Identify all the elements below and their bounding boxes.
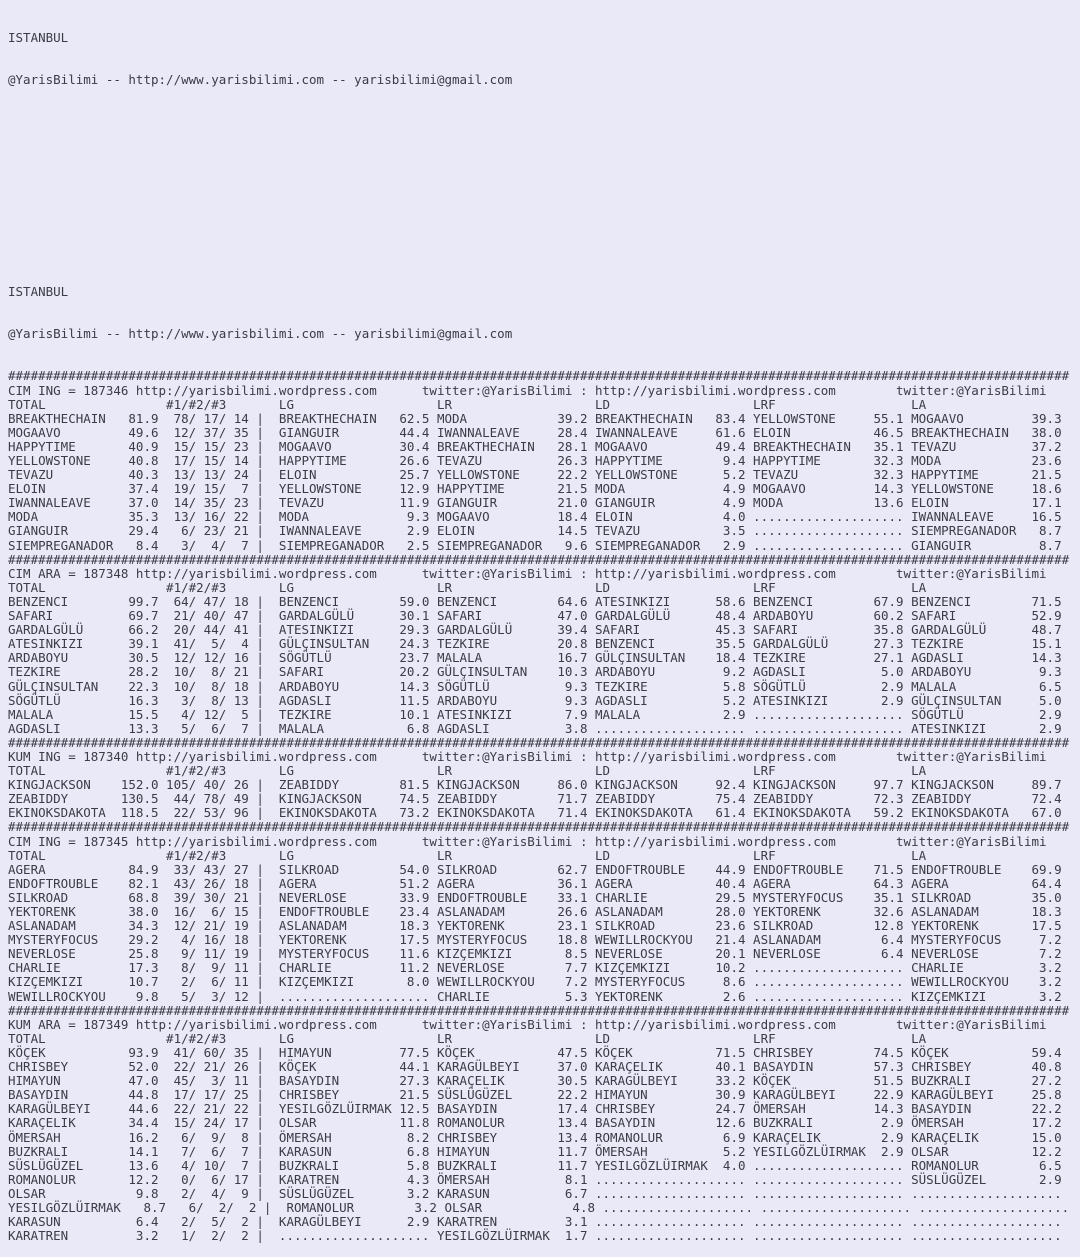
stats-row: YEKTORENK 38.0 16/ 6/ 15 | ENDOFTROUBLE 23.4 ASLANADAM 26.6 ASLANADAM 28.0 YEKTORENK 32.6 ASLANADAM 18.3 [8,904,1062,919]
stats-row: SÖGÜTLÜ 16.3 3/ 8/ 13 | AGDASLI 11.5 ARDABOYU 9.3 AGDASLI 5.2 ATESINKIZI 2.9 GÜLÇINSULTAN 5.0 [8,692,1062,708]
stats-row: KARAÇELIK 34.4 15/ 24/ 17 | OLSAR 11.8 ROMANOLUR 13.4 BASAYDIN 12.6 BUZKRALI 2.9 ÖMERSAH 17.2 [8,1115,1062,1131]
section-header: KUM ARA = 187349 http://yarisbilimi.wordpress.com twitter:@YarisBilimi : http://yarisbilimi.wordpress.com twitter:@YarisBilimi [8,1016,1047,1032]
blank-line [8,243,1080,257]
section-header: CIM ING = 187345 http://yarisbilimi.wordpress.com twitter:@YarisBilimi : http://yarisbilimi.wordpress.com twitter:@YarisBilimi [8,833,1047,849]
stats-row: CHRISBEY 52.0 22/ 21/ 26 | KÖÇEK 44.1 KARAGÜLBEYI 37.0 KARAÇELIK 40.1 BASAYDIN 57.3 CHRISBEY 40.8 [8,1059,1062,1075]
stats-row: SILKROAD 68.8 39/ 30/ 21 | NEVERLOSE 33.9 ENDOFTROUBLE 33.1 CHARLIE 29.5 MYSTERYFOCUS 35.1 SILKROAD 35.0 [8,889,1062,905]
stats-row: AGDASLI 13.3 5/ 6/ 7 | MALALA 6.8 AGDASLI 3.8 .................... .................... ATESINKIZI 2.9 [8,720,1062,736]
stats-row: GÜLÇINSULTAN 22.3 10/ 8/ 18 | ARDABOYU 14.3 SÖGÜTLÜ 9.3 TEZKIRE 5.8 SÖGÜTLÜ 2.9 MALALA 6.5 [8,678,1062,694]
stats-row: HAPPYTIME 40.9 15/ 15/ 23 | MOGAAVO 30.4 BREAKTHECHAIN 28.1 MOGAAVO 49.4 BREAKTHECHAIN 35.1 TEVAZU 37.2 [8,438,1062,454]
blank-line [8,158,1080,172]
column-headers: TOTAL #1/#2/#3 LG LR LD LRF LA [8,579,927,595]
stats-row: TEVAZU 40.3 13/ 13/ 24 | ELOIN 25.7 YELLOWSTONE 22.2 YELLOWSTONE 5.2 TEVAZU 32.3 HAPPYTIME 21.5 [8,467,1062,483]
stats-row: KIZÇEMKIZI 10.7 2/ 6/ 11 | KIZÇEMKIZI 8.0 WEWILLROCKYOU 7.2 MYSTERYFOCUS 8.6 .................... WEWILLROCKYOU 3.2 [8,974,1062,990]
stats-row: GIANGUIR 29.4 6/ 23/ 21 | IWANNALEAVE 2.9 ELOIN 14.5 TEVAZU 3.5 .................... SIEMPREGANADOR 8.7 [8,523,1062,539]
stats-row: KARASUN 6.4 2/ 5/ 2 | KARAGÜLBEYI 2.9 KARATREN 3.1 .................... .................... .................... [8,1214,1062,1230]
column-headers: TOTAL #1/#2/#3 LG LR LD LRF LA [8,847,927,863]
stats-row: AGERA 84.9 33/ 43/ 27 | SILKROAD 54.0 SILKROAD 62.7 ENDOFTROUBLE 44.9 ENDOFTROUBLE 71.5 ENDOFTROUBLE 69.9 [8,861,1062,877]
stats-row: ENDOFTROUBLE 82.1 43/ 26/ 18 | AGERA 51.2 AGERA 36.1 AGERA 40.4 AGERA 64.3 AGERA 64.4 [8,875,1062,891]
stats-row: ÖMERSAH 16.2 6/ 9/ 8 | ÖMERSAH 8.2 CHRISBEY 13.4 ROMANOLUR 6.9 KARAÇELIK 2.9 KARAÇELIK 15.0 [8,1129,1062,1145]
stats-row: CHARLIE 17.3 8/ 9/ 11 | CHARLIE 11.2 NEVERLOSE 7.7 KIZÇEMKIZI 10.2 .................... CHARLIE 3.2 [8,960,1062,976]
stats-row: MYSTERYFOCUS 29.2 4/ 16/ 18 | YEKTORENK 17.5 MYSTERYFOCUS 18.8 WEWILLROCKYOU 21.4 ASLANADAM 6.4 MYSTERYFOCUS 7.2 [8,932,1062,948]
stats-row: ASLANADAM 34.3 12/ 21/ 19 | ASLANADAM 18.3 YEKTORENK 23.1 SILKROAD 23.6 SILKROAD 12.8 YEKTORENK 17.5 [8,918,1062,934]
stats-row: BASAYDIN 44.8 17/ 17/ 25 | CHRISBEY 21.5 SÜSLÜGÜZEL 22.2 HIMAYUN 30.9 KARAGÜLBEYI 22.9 KARAGÜLBEYI 25.8 [8,1087,1062,1103]
section-header: CIM ARA = 187348 http://yarisbilimi.wordpress.com twitter:@YarisBilimi : http://yarisbilimi.wordpress.com twitter:@YarisBilimi [8,565,1047,581]
section-divider: ############################################################################################################################################# [8,551,1070,567]
stats-row: KÖÇEK 93.9 41/ 60/ 35 | HIMAYUN 77.5 KÖÇEK 47.5 KÖÇEK 71.5 CHRISBEY 74.5 KÖÇEK 59.4 [8,1044,1062,1060]
banner-location-repeat: ISTANBUL [8,283,69,299]
column-headers: TOTAL #1/#2/#3 LG LR LD LRF LA [8,396,927,412]
stats-row: KARAGÜLBEYI 44.6 22/ 21/ 22 | YESILGÖZLÜIRMAK 12.5 BASAYDIN 17.4 CHRISBEY 24.7 ÖMERSAH 14.3 BASAYDIN 22.2 [8,1101,1062,1117]
stats-row: OLSAR 9.8 2/ 4/ 9 | SÜSLÜGÜZEL 3.2 KARASUN 6.7 .................... .................... .................... [8,1185,1062,1201]
stats-row: ROMANOLUR 12.2 0/ 6/ 17 | KARATREN 4.3 ÖMERSAH 8.1 .................... .................... SÜSLÜGÜZEL 2.9 [8,1171,1062,1187]
blank-line [8,116,1080,130]
stats-row: NEVERLOSE 25.8 9/ 11/ 19 | MYSTERYFOCUS 11.6 KIZÇEMKIZI 8.5 NEVERLOSE 20.1 NEVERLOSE 6.4 NEVERLOSE 7.2 [8,946,1062,962]
stats-row: MOGAAVO 49.6 12/ 37/ 35 | GIANGUIR 44.4 IWANNALEAVE 28.4 IWANNALEAVE 61.6 ELOIN 46.5 BREAKTHECHAIN 38.0 [8,424,1062,440]
stats-row: ARDABOYU 30.5 12/ 12/ 16 | SÖGÜTLÜ 23.7 MALALA 16.7 GÜLÇINSULTAN 18.4 TEZKIRE 27.1 AGDASLI 14.3 [8,650,1062,666]
stats-row: SIEMPREGANADOR 8.4 3/ 4/ 7 | SIEMPREGANADOR 2.5 SIEMPREGANADOR 9.6 SIEMPREGANADOR 2.9 .................... GIANGUIR 8.7 [8,537,1062,553]
stats-row: SAFARI 69.7 21/ 40/ 47 | GARDALGÜLÜ 30.1 SAFARI 47.0 GARDALGÜLÜ 48.4 ARDABOYU 60.2 SAFARI 52.9 [8,608,1062,624]
banner-credit-line: @YarisBilimi -- http://www.yarisbilimi.com -- yarisbilimi@gmail.com [8,72,513,88]
section-header: KUM ING = 187340 http://yarisbilimi.wordpress.com twitter:@YarisBilimi : http://yarisbilimi.wordpress.com twitter:@YarisBilimi [8,748,1047,764]
section-header: CIM ING = 187346 http://yarisbilimi.wordpress.com twitter:@YarisBilimi : http://yarisbilimi.wordpress.com twitter:@YarisBilimi [8,382,1047,398]
stats-row: SÜSLÜGÜZEL 13.6 4/ 10/ 7 | BUZKRALI 5.8 BUZKRALI 11.7 YESILGÖZLÜIRMAK 4.0 .................... ROMANOLUR 6.5 [8,1157,1062,1173]
section-divider: ############################################################################################################################################# [8,368,1070,384]
stats-row: HIMAYUN 47.0 45/ 3/ 11 | BASAYDIN 27.3 KARAÇELIK 30.5 KARAGÜLBEYI 33.2 KÖÇEK 51.5 BUZKRALI 27.2 [8,1073,1062,1089]
stats-row: BREAKTHECHAIN 81.9 78/ 17/ 14 | BREAKTHECHAIN 62.5 MODA 39.2 BREAKTHECHAIN 83.4 YELLOWSTONE 55.1 MOGAAVO 39.3 [8,410,1062,426]
stats-row: KINGJACKSON 152.0 105/ 40/ 26 | ZEABIDDY 81.5 KINGJACKSON 86.0 KINGJACKSON 92.4 KINGJACKSON 97.7 KINGJACKSON 89.7 [8,777,1062,793]
stats-row: WEWILLROCKYOU 9.8 5/ 3/ 12 | .................... CHARLIE 5.3 YEKTORENK 2.6 .................... KIZÇEMKIZI 3.2 [8,988,1062,1004]
blank-line [8,200,1080,214]
stats-row: YESILGÖZLÜIRMAK 8.7 6/ 2/ 2 | ROMANOLUR 3.2 OLSAR 4.8 .................... .................... .................... [8,1199,1070,1215]
stats-row: EKINOKSDAKOTA 118.5 22/ 53/ 96 | EKINOKSDAKOTA 73.2 EKINOKSDAKOTA 71.4 EKINOKSDAKOTA 61.4 EKINOKSDAKOTA 59.2 EKINOKSDAKOTA 67.0 [8,805,1062,821]
stats-row: KARATREN 3.2 1/ 2/ 2 | .................... YESILGÖZLÜIRMAK 1.7 .................... .................... .................... [8,1228,1062,1244]
stats-row: TEZKIRE 28.2 10/ 8/ 21 | SAFARI 20.2 GÜLÇINSULTAN 10.3 ARDABOYU 9.2 AGDASLI 5.0 ARDABOYU 9.3 [8,664,1062,680]
stats-row: ZEABIDDY 130.5 44/ 78/ 49 | KINGJACKSON 74.5 ZEABIDDY 71.7 ZEABIDDY 75.4 ZEABIDDY 72.3 ZEABIDDY 72.4 [8,791,1062,807]
banner-credit-line-repeat: @YarisBilimi -- http://www.yarisbilimi.com -- yarisbilimi@gmail.com [8,326,513,342]
column-headers: TOTAL #1/#2/#3 LG LR LD LRF LA [8,763,927,779]
section-divider: ############################################################################################################################################# [8,1002,1070,1018]
section-divider: ############################################################################################################################################# [8,734,1070,750]
stats-row: ELOIN 37.4 19/ 15/ 7 | YELLOWSTONE 12.9 HAPPYTIME 21.5 MODA 4.9 MOGAAVO 14.3 YELLOWSTONE 18.6 [8,481,1062,497]
column-headers: TOTAL #1/#2/#3 LG LR LD LRF LA [8,1030,927,1046]
banner-location: ISTANBUL [8,30,69,46]
section-divider: ############################################################################################################################################# [8,819,1070,835]
report-body [8,369,1080,1243]
stats-row: MALALA 15.5 4/ 12/ 5 | TEZKIRE 10.1 ATESINKIZI 7.9 MALALA 2.9 .................... SÖGÜTLÜ 2.9 [8,706,1062,722]
stats-row: IWANNALEAVE 37.0 14/ 35/ 23 | TEVAZU 11.9 GIANGUIR 21.0 GIANGUIR 4.9 MODA 13.6 ELOIN 17.1 [8,495,1062,511]
stats-row: YELLOWSTONE 40.8 17/ 15/ 14 | HAPPYTIME 26.6 TEVAZU 26.3 HAPPYTIME 9.4 HAPPYTIME 32.3 MODA 23.6 [8,453,1062,468]
stats-row: ATESINKIZI 39.1 41/ 5/ 4 | GÜLÇINSULTAN 24.3 TEZKIRE 20.8 BENZENCI 35.5 GARDALGÜLÜ 27.3 TEZKIRE 15.1 [8,636,1062,652]
stats-row: MODA 35.3 13/ 16/ 22 | MODA 9.3 MOGAAVO 18.4 ELOIN 4.0 .................... IWANNALEAVE 16.5 [8,509,1062,525]
stats-row: GARDALGÜLÜ 66.2 20/ 44/ 41 | ATESINKIZI 29.3 GARDALGÜLÜ 39.4 SAFARI 45.3 SAFARI 35.8 GARDALGÜLÜ 48.7 [8,622,1062,638]
stats-row: BUZKRALI 14.1 7/ 6/ 7 | KARASUN 6.8 HIMAYUN 11.7 ÖMERSAH 5.2 YESILGÖZLÜIRMAK 2.9 OLSAR 12.2 [8,1143,1062,1159]
stats-row: BENZENCI 99.7 64/ 47/ 18 | BENZENCI 59.0 BENZENCI 64.6 ATESINKIZI 58.6 BENZENCI 67.9 BENZENCI 71.5 [8,593,1062,609]
